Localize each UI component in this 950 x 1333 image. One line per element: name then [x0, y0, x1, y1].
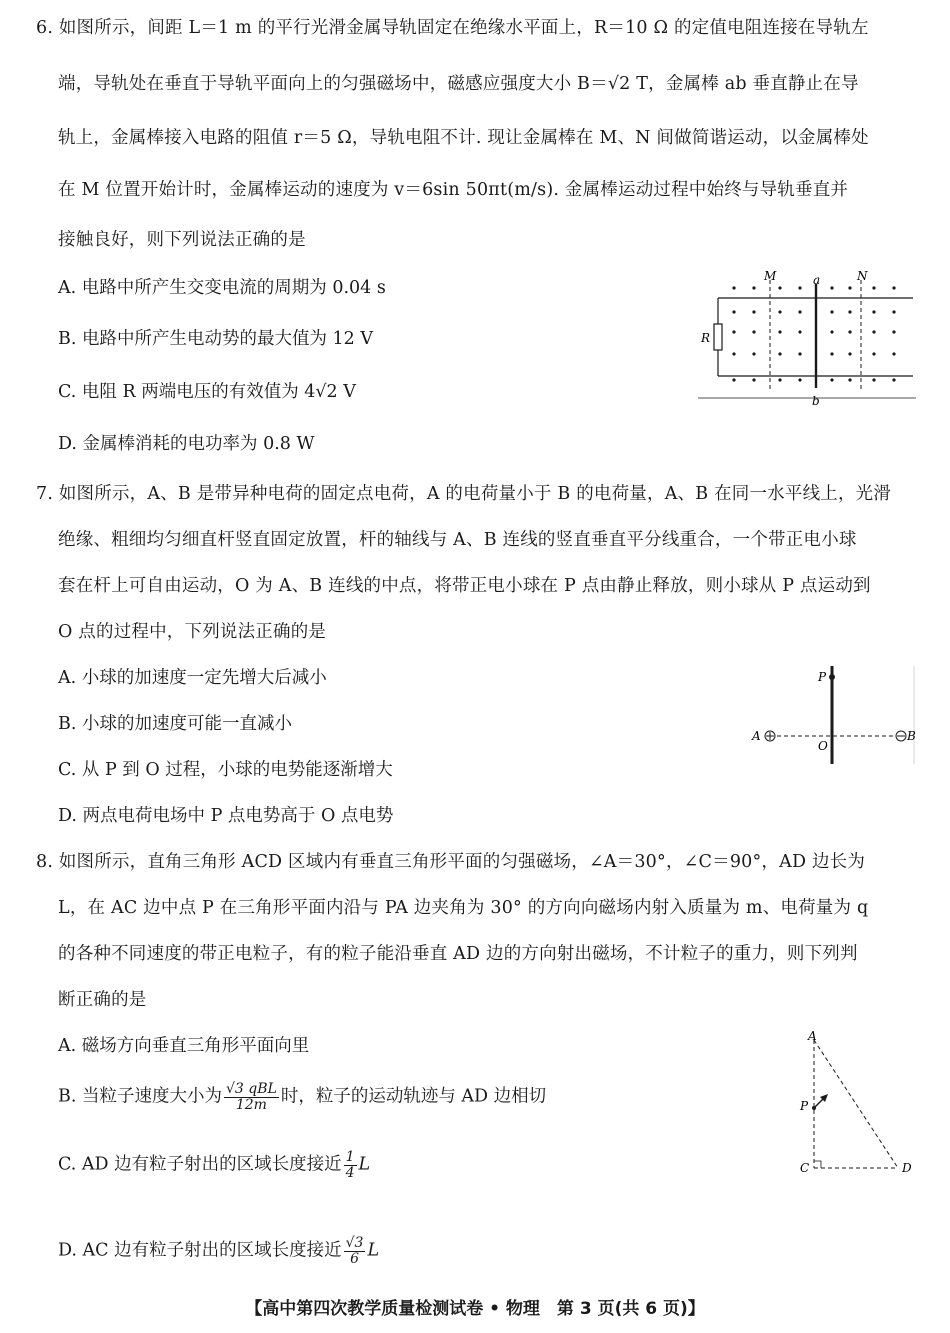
side-ad — [814, 1040, 898, 1168]
field-dot — [752, 330, 755, 333]
label-b: B — [907, 729, 916, 743]
field-dot — [778, 310, 781, 313]
q8-option-c-prefix: C. AD 边有粒子射出的区域长度接近 — [58, 1154, 342, 1175]
q8-option-b-suffix: 时，粒子的运动轨迹与 AD 边相切 — [280, 1086, 547, 1107]
q7-stem-line-1: 7. 如图所示，A、B 是带异种电荷的固定点电荷，A 的电荷量小于 B 的电荷量，A、B 在同一水平线上，光滑 — [36, 484, 892, 504]
label-a: A — [808, 1030, 817, 1043]
field-dot — [892, 330, 895, 333]
label-b: b — [812, 394, 820, 406]
label-d: D — [902, 1161, 912, 1175]
fraction-numerator: √3 qBL — [226, 1081, 277, 1097]
fraction-numerator: 1 — [345, 1149, 355, 1165]
q7-option-c[interactable]: C. 从 P 到 O 过程，小球的电势能逐渐增大 — [58, 760, 393, 780]
magnetic-field-dots — [732, 286, 895, 381]
field-dot — [830, 286, 833, 289]
q8-option-c-fraction — [344, 1150, 357, 1180]
label-c: C — [800, 1161, 810, 1175]
q6-stem-line-2: 端，导轨处在垂直于导轨平面向上的匀强磁场中，磁感应强度大小 B＝√2 T，金属棒 ab 垂直静止在导 — [58, 74, 859, 94]
q6-option-c[interactable]: C. 电阻 R 两端电压的有效值为 4√2 V — [58, 382, 356, 402]
field-dot — [872, 310, 875, 313]
q6-stem-line-1: 6. 如图所示，间距 L＝1 m 的平行光滑金属导轨固定在绝缘水平面上，R＝10 Ω 的定值电阻连接在导轨左 — [36, 18, 869, 38]
q6-rail-figure — [698, 266, 918, 406]
q7-stem-line-4: O 点的过程中，下列说法正确的是 — [58, 622, 327, 642]
field-dot — [848, 330, 851, 333]
field-dot — [872, 378, 875, 381]
right-angle-mark — [814, 1161, 821, 1168]
q6-option-a[interactable]: A. 电路中所产生交变电流的周期为 0.04 s — [58, 278, 386, 298]
point-p-dot — [829, 674, 835, 680]
q8-option-c[interactable] — [58, 1150, 370, 1180]
q6-stem-line-4: 在 M 位置开始计时，金属棒运动的速度为 v＝6sin 50πt(m/s). 金属棒运动过程中始终与导轨垂直并 — [58, 180, 849, 200]
field-dot — [752, 310, 755, 313]
q8-option-d-fraction — [344, 1236, 366, 1266]
q6-option-d[interactable]: D. 金属棒消耗的电功率为 0.8 W — [58, 434, 315, 454]
q7-charge-figure — [748, 660, 918, 770]
label-p: P — [800, 1099, 809, 1113]
field-dot — [798, 330, 801, 333]
field-dot — [848, 378, 851, 381]
field-dot — [798, 352, 801, 355]
label-n: N — [857, 269, 868, 283]
label-o: O — [818, 739, 828, 753]
label-a: a — [813, 273, 821, 287]
field-dot — [830, 310, 833, 313]
q8-stem-line-1: 8. 如图所示，直角三角形 ACD 区域内有垂直三角形平面的匀强磁场，∠A＝30°，∠C＝90°，AD 边长为 — [36, 852, 866, 872]
page-footer: 【高中第四次教学质量检测试卷 • 物理 第 3 页(共 6 页)】 — [245, 1299, 705, 1319]
field-dot — [848, 352, 851, 355]
field-dot — [778, 352, 781, 355]
fraction-denominator: 6 — [350, 1250, 359, 1267]
field-dot — [778, 330, 781, 333]
q7-stem-line-3: 套在杆上可自由运动，O 为 A、B 连线的中点，将带正电小球在 P 点由静止释放，则小球从 P 点运动到 — [58, 576, 871, 596]
q8-option-a[interactable]: A. 磁场方向垂直三角形平面向里 — [58, 1036, 310, 1056]
field-dot — [872, 330, 875, 333]
q8-option-d-suffix: L — [367, 1240, 380, 1261]
field-dot — [848, 286, 851, 289]
q8-option-d-prefix: D. AC 边有粒子射出的区域长度接近 — [58, 1240, 342, 1261]
q7-option-d[interactable]: D. 两点电荷电场中 P 点电势高于 O 点电势 — [58, 806, 394, 826]
field-dot — [798, 286, 801, 289]
field-dot — [732, 310, 735, 313]
q8-option-d[interactable] — [58, 1236, 379, 1266]
field-dot — [798, 378, 801, 381]
field-dot — [778, 286, 781, 289]
field-dot — [872, 352, 875, 355]
q6-stem-line-3: 轨上，金属棒接入电路的阻值 r＝5 Ω，导轨电阻不计. 现让金属棒在 M、N 间做简谐运动，以金属棒处 — [58, 128, 869, 148]
q7-option-b[interactable]: B. 小球的加速度可能一直减小 — [58, 714, 292, 734]
label-p: P — [818, 670, 827, 684]
field-dot — [830, 378, 833, 381]
q8-option-c-suffix: L — [358, 1154, 371, 1175]
field-dot — [872, 286, 875, 289]
point-p-dot — [812, 1106, 816, 1110]
field-dot — [732, 378, 735, 381]
field-dot — [892, 378, 895, 381]
field-dot — [732, 330, 735, 333]
q8-stem-line-2: L，在 AC 边中点 P 在三角形平面内沿与 PA 边夹角为 30° 的方向向磁场内射入质量为 m、电荷量为 q — [58, 898, 869, 918]
fraction-denominator: 4 — [345, 1164, 355, 1181]
field-dot — [732, 352, 735, 355]
label-m: M — [764, 269, 777, 283]
q6-option-b[interactable]: B. 电路中所产生电动势的最大值为 12 V — [58, 329, 374, 349]
fraction-denominator: 12m — [235, 1096, 267, 1113]
q8-stem-line-4: 断正确的是 — [58, 990, 147, 1010]
field-dot — [732, 286, 735, 289]
q8-stem-line-3: 的各种不同速度的带正电粒子，有的粒子能沿垂直 AD 边的方向射出磁场，不计粒子的重力，则下列判 — [58, 944, 858, 964]
q8-triangle-figure — [790, 1030, 920, 1180]
field-dot — [830, 352, 833, 355]
field-dot — [848, 310, 851, 313]
q8-option-b-fraction — [224, 1082, 279, 1112]
label-r: R — [701, 331, 711, 345]
fraction-numerator: √3 — [345, 1235, 364, 1251]
q6-stem-line-5: 接触良好，则下列说法正确的是 — [58, 230, 306, 250]
field-dot — [798, 310, 801, 313]
label-a: A — [752, 729, 761, 743]
field-dot — [892, 286, 895, 289]
q7-option-a[interactable]: A. 小球的加速度一定先增大后减小 — [58, 668, 327, 688]
field-dot — [892, 310, 895, 313]
field-dot — [892, 352, 895, 355]
q8-option-b[interactable] — [58, 1082, 546, 1112]
q8-option-b-prefix: B. 当粒子速度大小为 — [58, 1086, 222, 1107]
field-dot — [752, 286, 755, 289]
field-dot — [752, 378, 755, 381]
field-dot — [752, 352, 755, 355]
q7-stem-line-2: 绝缘、粗细均匀细直杆竖直固定放置，杆的轴线与 A、B 连线的竖直垂直平分线重合，一个带正电小球 — [58, 530, 857, 550]
field-dot — [778, 378, 781, 381]
field-dot — [830, 330, 833, 333]
